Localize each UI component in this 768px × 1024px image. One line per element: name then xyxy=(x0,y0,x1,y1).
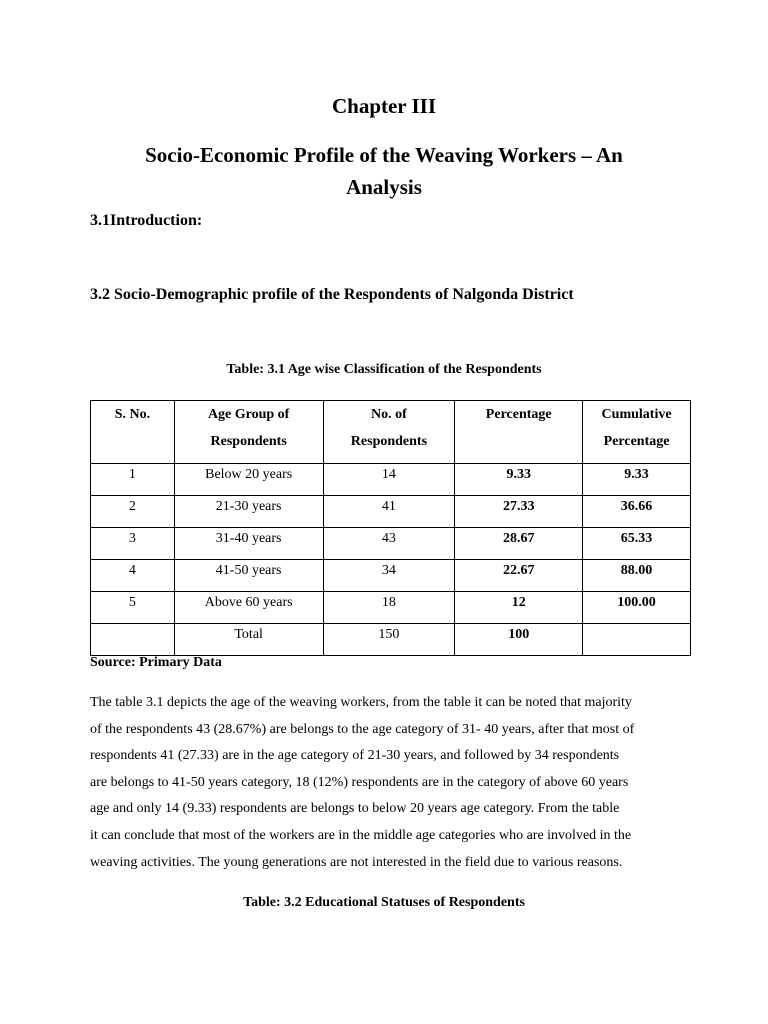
cell-count: 41 xyxy=(323,496,455,528)
cell-count: 14 xyxy=(323,464,455,496)
cell-count: 43 xyxy=(323,528,455,560)
section-heading-introduction: 3.1Introduction: xyxy=(90,212,203,229)
cell-percentage: 9.33 xyxy=(455,464,583,496)
section-heading-demographic: 3.2 Socio-Demographic profile of the Respondents of Nalgonda District xyxy=(90,286,574,303)
cell-serial: 4 xyxy=(91,560,175,592)
paragraph-line: age and only 14 (9.33) respondents are belongs to below 20 years age category. From the table xyxy=(90,801,620,817)
header-age-group: Age Group of Respondents xyxy=(174,401,323,464)
cell-serial: 5 xyxy=(91,592,175,624)
cell-serial xyxy=(91,624,175,656)
table-row xyxy=(91,560,691,592)
chapter-title-line-2: Analysis xyxy=(346,175,422,199)
paragraph-line: weaving activities. The young generations are not interested in the field due to various reasons. xyxy=(90,854,623,870)
cell-serial: 3 xyxy=(91,528,175,560)
header-serial-no: S. No. xyxy=(91,401,175,464)
header-cumulative-percentage: Cumulative Percentage xyxy=(583,401,691,464)
cell-age-group: Above 60 years xyxy=(174,592,323,624)
cell-age-group: Below 20 years xyxy=(174,464,323,496)
cell-age-group: 31-40 years xyxy=(174,528,323,560)
cell-count: 34 xyxy=(323,560,455,592)
table-source: Source: Primary Data xyxy=(90,655,222,670)
cell-age-group: 21-30 years xyxy=(174,496,323,528)
paragraph-line: it can conclude that most of the workers are in the middle age categories who are involved in the xyxy=(90,827,632,843)
cell-total-label: Total xyxy=(174,624,323,656)
header-no-of-respondents: No. of Respondents xyxy=(323,401,455,464)
cell-cumulative: 100.00 xyxy=(583,592,691,624)
table-row xyxy=(91,496,691,528)
cell-serial: 2 xyxy=(91,496,175,528)
cell-percentage: 12 xyxy=(455,592,583,624)
chapter-title-line-1: Socio-Economic Profile of the Weaving Workers – An xyxy=(145,143,623,167)
table-row xyxy=(91,464,691,496)
cell-serial: 1 xyxy=(91,464,175,496)
chapter-title xyxy=(100,139,668,203)
cell-percentage: 27.33 xyxy=(455,496,583,528)
cell-total-count: 150 xyxy=(323,624,455,656)
table-header-row xyxy=(91,401,691,464)
paragraph-line: of the respondents 43 (28.67%) are belongs to the age category of 31- 40 years, after that most of xyxy=(90,721,635,737)
cell-percentage: 28.67 xyxy=(455,528,583,560)
table-row xyxy=(91,528,691,560)
cell-count: 18 xyxy=(323,592,455,624)
chapter-heading: Chapter III xyxy=(331,94,437,118)
table-caption-education: Table: 3.2 Educational Statuses of Respondents xyxy=(243,895,525,910)
cell-age-group: 41-50 years xyxy=(174,560,323,592)
paragraph-line: respondents 41 (27.33) are in the age category of 21-30 years, and followed by 34 respondents xyxy=(90,748,620,764)
cell-total-cumulative xyxy=(583,624,691,656)
analysis-paragraph xyxy=(90,690,682,876)
header-percentage: Percentage xyxy=(455,401,583,464)
table-total-row xyxy=(91,624,691,656)
cell-cumulative: 9.33 xyxy=(583,464,691,496)
cell-cumulative: 88.00 xyxy=(583,560,691,592)
paragraph-line: are belongs to 41-50 years category, 18 (12%) respondents are in the category of above 60 years xyxy=(90,774,629,790)
cell-cumulative: 36.66 xyxy=(583,496,691,528)
table-caption-age: Table: 3.1 Age wise Classification of the Respondents xyxy=(226,362,542,377)
age-classification-table xyxy=(90,400,691,656)
table-row xyxy=(91,592,691,624)
cell-total-percentage: 100 xyxy=(455,624,583,656)
cell-percentage: 22.67 xyxy=(455,560,583,592)
paragraph-line: The table 3.1 depicts the age of the weaving workers, from the table it can be noted that majority xyxy=(90,695,632,710)
cell-cumulative: 65.33 xyxy=(583,528,691,560)
